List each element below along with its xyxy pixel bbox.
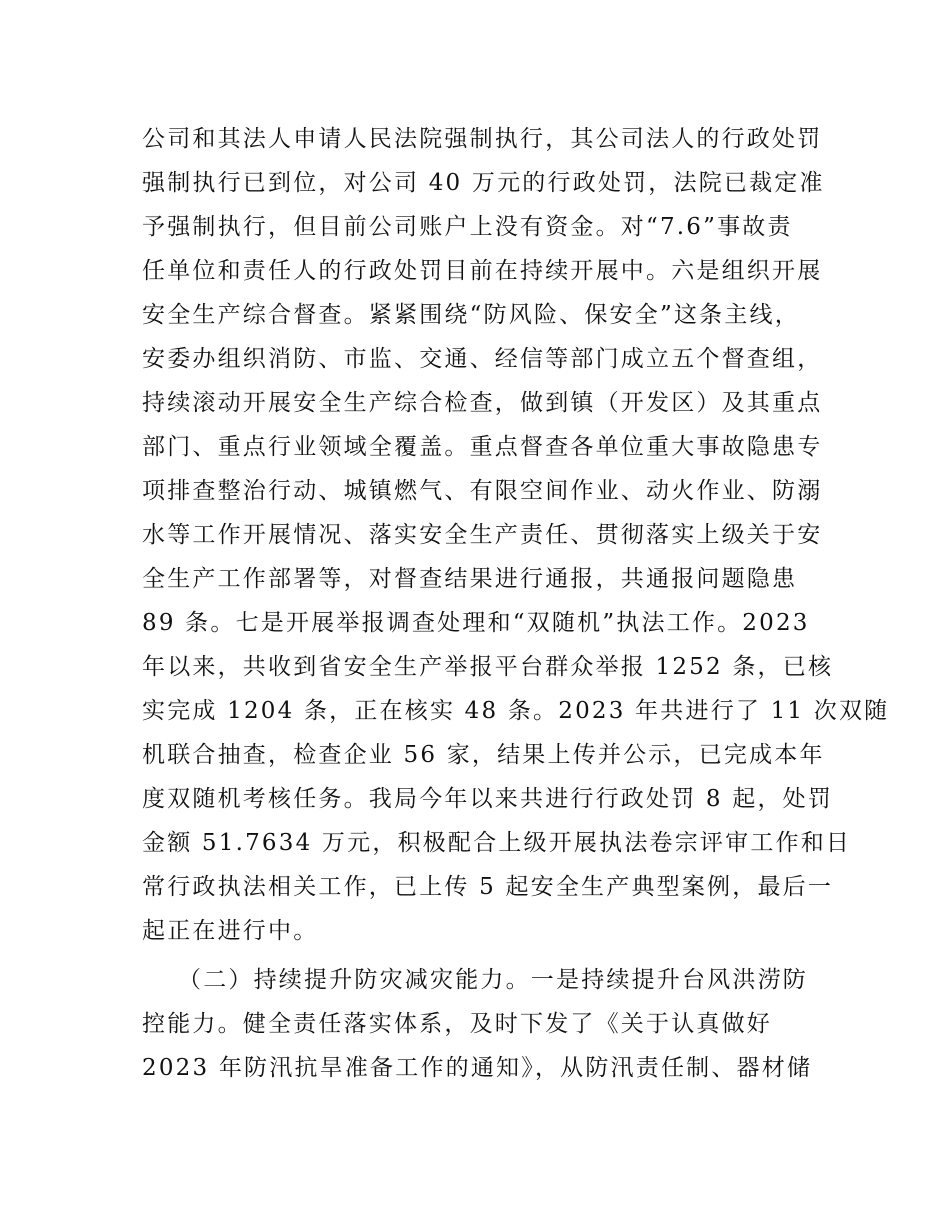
text-line: 项排查整治行动、城镇燃气、有限空间作业、动火作业、防溺 (142, 478, 823, 504)
text-line: 予强制执行，但目前公司账户上没有资金。对“7.6”事故责 (142, 214, 793, 240)
text-line: 金额 51.7634 万元，积极配合上级开展执法卷宗评审工作和日 (142, 830, 852, 856)
text-line: 持续滚动开展安全生产综合检查，做到镇（开发区）及其重点 (142, 390, 823, 416)
text-line: 常行政执法相关工作，已上传 5 起安全生产典型案例，最后一 (142, 874, 834, 900)
text-line: 起正在进行中。 (142, 918, 319, 944)
paragraph (142, 117, 890, 953)
text-line: 水等工作开展情况、落实安全生产责任、贯彻落实上级关于安 (142, 522, 823, 548)
text-line: 安委办组织消防、市监、交通、经信等部门成立五个督查组， (142, 346, 823, 372)
text-line: 度双随机考核任务。我局今年以来共进行行政处罚 8 起，处罚 (142, 786, 834, 812)
text-line: 全生产工作部署等，对督查结果进行通报，共通报问题隐患 (142, 566, 798, 592)
paragraph (142, 958, 822, 1090)
text-line: 任单位和责任人的行政处罚目前在持续开展中。六是组织开展 (142, 258, 823, 284)
text-line: 实完成 1204 条，正在核实 48 条。2023 年共进行了 11 次双随 (142, 698, 890, 724)
text-line: 年以来，共收到省安全生产举报平台群众举报 1252 条，已核 (142, 654, 834, 680)
text-line: （二）持续提升防灾减灾能力。一是持续提升台风洪涝防 (178, 967, 808, 993)
text-line: 强制执行已到位，对公司 40 万元的行政处罚，法院已裁定准 (142, 170, 825, 196)
text-line: 安全生产综合督查。紧紧围绕“防风险、保安全”这条主线， (142, 302, 800, 328)
text-line: 控能力。健全责任落实体系，及时下发了《关于认真做好 (142, 1011, 772, 1037)
text-line: 机联合抽查，检查企业 56 家，结果上传并公示，已完成本年 (142, 742, 825, 768)
text-line: 89 条。七是开展举报调查处理和“双随机”执法工作。2023 (142, 610, 810, 636)
text-line: 公司和其法人申请人民法院强制执行，其公司法人的行政处罚 (142, 126, 823, 152)
text-line: 2023 年防汛抗旱准备工作的通知》，从防汛责任制、器材储 (142, 1055, 813, 1081)
text-line: 部门、重点行业领域全覆盖。重点督查各单位重大事故隐患专 (142, 434, 823, 460)
